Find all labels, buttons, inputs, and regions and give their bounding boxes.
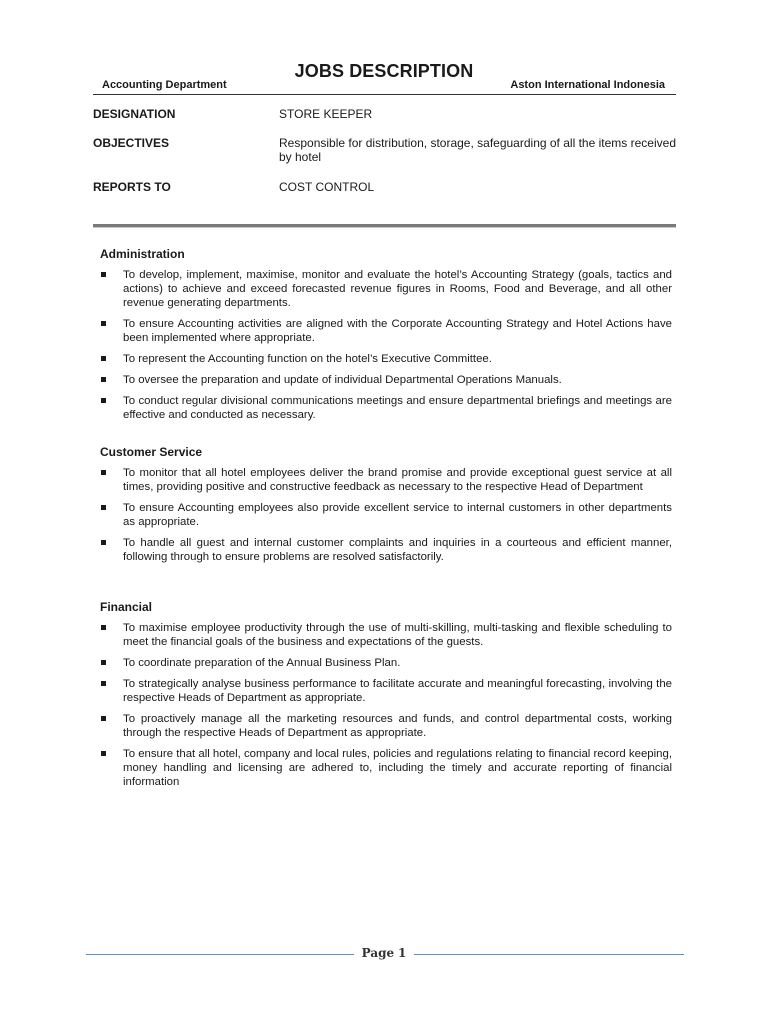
list-item-text: To maximise employee productivity through the use of multi-skilling, multi-tasking and flexible scheduling to meet the financial goals of the business and expectations of the guests. <box>123 622 672 648</box>
list-item <box>100 373 672 387</box>
section-title: Customer Service <box>100 445 203 459</box>
bullet-list <box>100 621 672 789</box>
bullet-icon <box>101 751 106 756</box>
header-divider <box>93 94 676 95</box>
page-number <box>354 946 414 960</box>
footer-rule-right <box>414 954 684 955</box>
bullet-icon <box>101 505 106 510</box>
list-item-text: To develop, implement, maximise, monitor and evaluate the hotel’s Accounting Strategy (goals, tactics and actions) to achieve and exceed forecasted revenue figures in Rooms, Food and Beverage, and all other revenue generating departments. <box>123 269 672 309</box>
bullet-list <box>100 268 672 422</box>
bullet-icon <box>101 625 106 630</box>
list-item <box>100 712 672 740</box>
list-item-text: To oversee the preparation and update of individual Departmental Operations Manuals. <box>123 374 562 386</box>
list-item-text: To handle all guest and internal customer complaints and inquiries in a courteous and efficient manner, following through to ensure problems are resolved satisfactorily. <box>123 537 672 563</box>
info-label: DESIGNATION <box>93 107 176 121</box>
bullet-list <box>100 466 672 564</box>
section-customer-service <box>100 445 672 571</box>
section-title: Financial <box>100 600 153 614</box>
footer-rule-left <box>86 954 354 955</box>
bullet-icon <box>101 321 106 326</box>
info-value: COST CONTROL <box>279 180 375 194</box>
section-divider <box>93 224 676 228</box>
list-item-text: To ensure that all hotel, company and local rules, policies and regulations relating to financial record keeping, money handling and licensing are adhered to, including the timely and accurate reporting of financial information <box>123 748 672 788</box>
list-item-text: To represent the Accounting function on the hotel’s Executive Committee. <box>123 353 492 365</box>
section-title: Administration <box>100 247 185 261</box>
bullet-icon <box>101 660 106 665</box>
list-item <box>100 466 672 494</box>
list-item <box>100 747 672 789</box>
bullet-icon <box>101 470 106 475</box>
bullet-icon <box>101 398 106 403</box>
list-item <box>100 536 672 564</box>
list-item-text: To proactively manage all the marketing resources and funds, and control departmental costs, working through the respective Heads of Department as appropriate. <box>123 713 672 739</box>
company-name: Aston International Indonesia <box>510 79 665 91</box>
list-item <box>100 317 672 345</box>
info-value: Responsible for distribution, storage, safeguarding of all the items received by hotel <box>279 136 676 164</box>
bullet-icon <box>101 540 106 545</box>
list-item <box>100 501 672 529</box>
info-label: OBJECTIVES <box>93 136 170 150</box>
bullet-icon <box>101 681 106 686</box>
bullet-icon <box>101 377 106 382</box>
bullet-icon <box>101 716 106 721</box>
list-item <box>100 656 672 670</box>
list-item <box>100 394 672 422</box>
list-item <box>100 268 672 310</box>
bullet-icon <box>101 272 106 277</box>
info-label: REPORTS TO <box>93 180 171 194</box>
list-item <box>100 352 672 366</box>
document-title: JOBS DESCRIPTION <box>294 61 474 81</box>
list-item-text: To conduct regular divisional communications meetings and ensure departmental briefings and meetings are effective and conducted as necessary. <box>123 395 672 421</box>
list-item-text: To monitor that all hotel employees deliver the brand promise and provide exceptional guest service at all times, providing positive and constructive feedback as necessary to the respective Head of Department <box>123 467 672 493</box>
section-administration <box>100 247 672 429</box>
department-name: Accounting Department <box>102 79 227 91</box>
page-number-value: 1 <box>397 946 407 960</box>
list-item-text: To coordinate preparation of the Annual Business Plan. <box>123 657 401 669</box>
list-item-text: To ensure Accounting employees also provide excellent service to internal customers in other departments as appropriate. <box>123 502 672 528</box>
list-item <box>100 677 672 705</box>
info-value: STORE KEEPER <box>279 107 373 121</box>
bullet-icon <box>101 356 106 361</box>
list-item-text: To strategically analyse business performance to facilitate accurate and meaningful forecasting, involving the respective Heads of Department as appropriate. <box>123 678 672 704</box>
list-item <box>100 621 672 649</box>
page-label: Page <box>361 946 395 960</box>
section-financial <box>100 600 672 796</box>
list-item-text: To ensure Accounting activities are aligned with the Corporate Accounting Strategy and Hotel Actions have been implemented where appropriate. <box>123 318 672 344</box>
